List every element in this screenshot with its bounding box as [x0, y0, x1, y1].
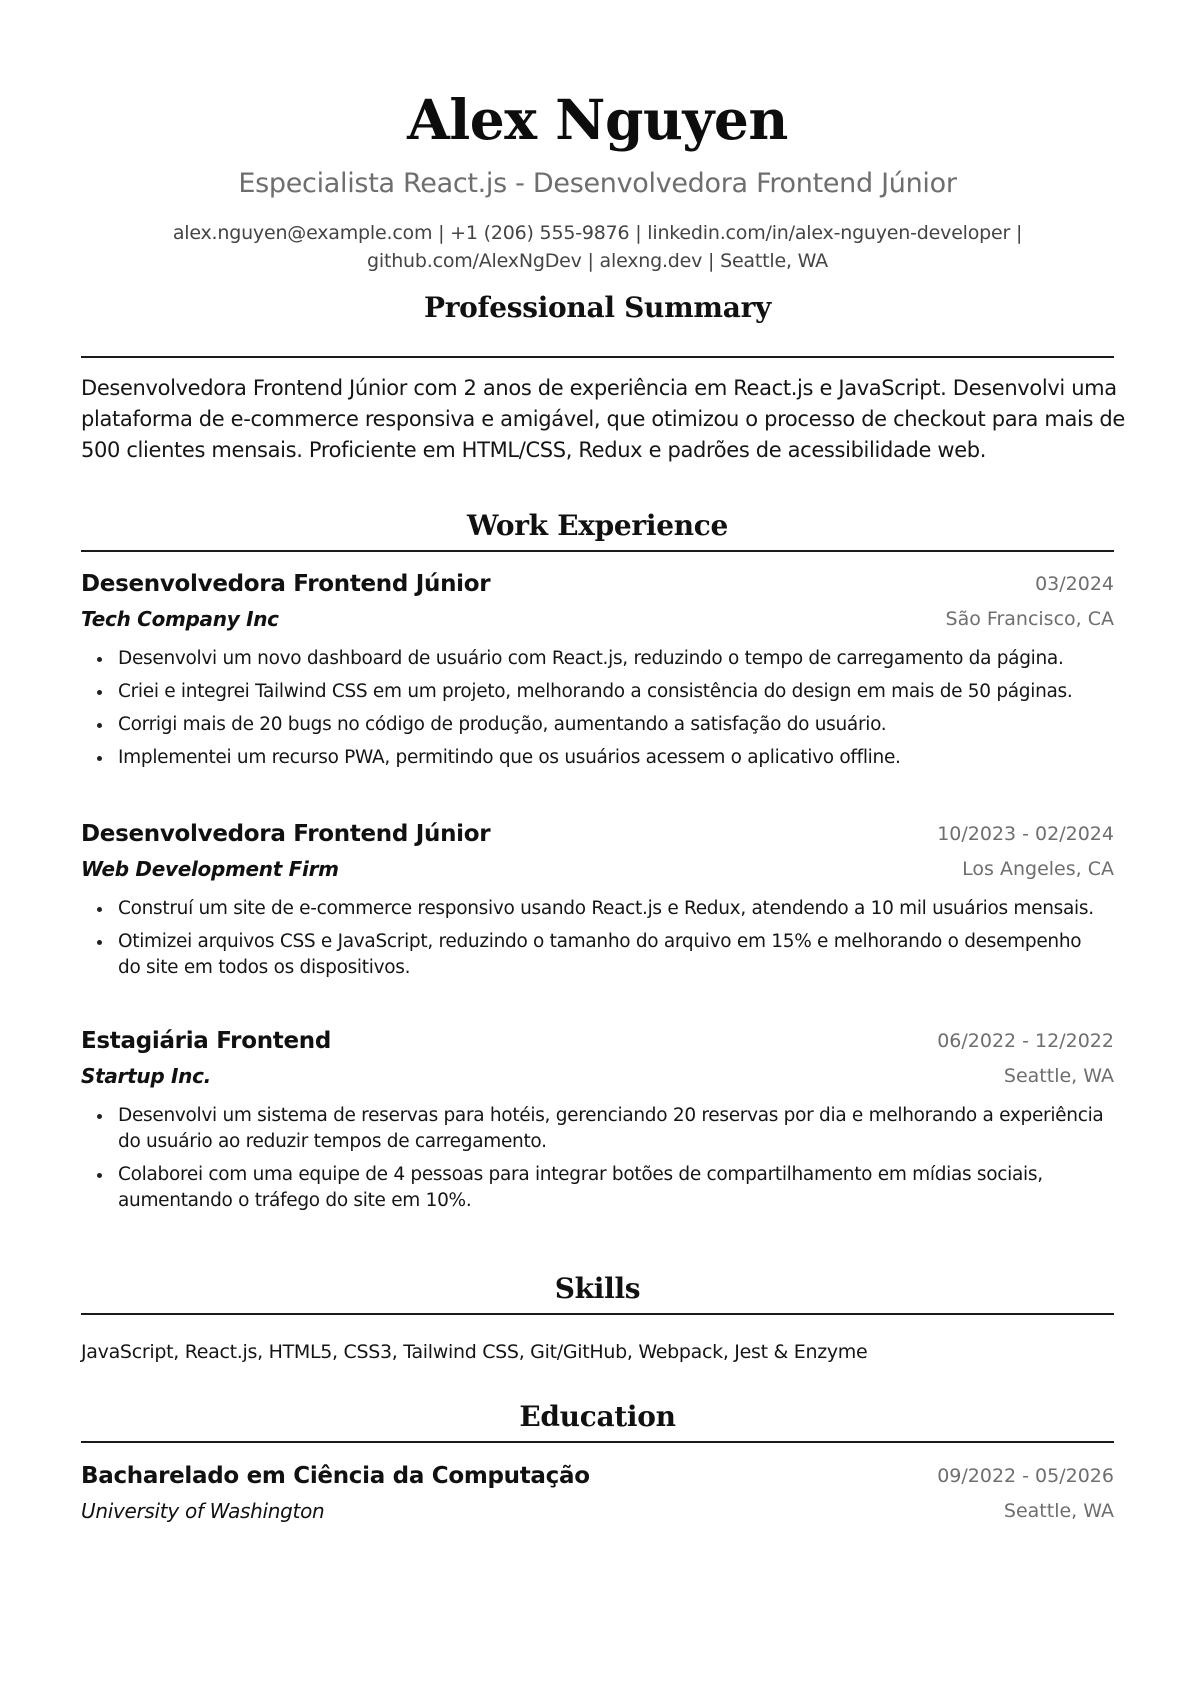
- bullet-line: Colaborei com uma equipe de 4 pessoas para integrar botões de compartilhamento em mídias sociais,: [118, 1164, 1043, 1185]
- summary-line: 500 clientes mensais. Proficiente em HTML/CSS, Redux e padrões de acessibilidade web.: [81, 438, 987, 462]
- job-company: Startup Inc.: [81, 1064, 211, 1088]
- school-name: University of Washington: [81, 1499, 325, 1523]
- section-divider: [81, 1441, 1114, 1443]
- job-bullet: [81, 646, 1114, 672]
- bullet-line: Corrigi mais de 20 bugs no código de produção, aumentando a satisfação do usuário.: [118, 714, 887, 735]
- job-bullet: [81, 1162, 1114, 1214]
- job-bullet: [81, 896, 1114, 922]
- education-location: Seattle, WA: [1003, 1500, 1114, 1522]
- bullet-line: Otimizei arquivos CSS e JavaScript, reduzindo o tamanho do arquivo em 15% e melhorando o desempenho: [118, 931, 1082, 952]
- job-bullets: [81, 646, 1114, 778]
- job-location: Seattle, WA: [1003, 1065, 1114, 1087]
- job-company: Tech Company Inc: [81, 607, 279, 631]
- bullet-line: do site em todos os dispositivos.: [118, 957, 411, 978]
- job-company: Web Development Firm: [81, 857, 339, 881]
- bullet-line: Desenvolvi um sistema de reservas para hotéis, gerenciando 20 reservas por dia e melhorando a experiência: [118, 1105, 1104, 1126]
- job-bullets: [81, 896, 1114, 988]
- job-title: Desenvolvedora Frontend Júnior: [81, 821, 491, 847]
- education-dates: 09/2022 - 05/2026: [937, 1465, 1114, 1487]
- bullet-line: Criei e integrei Tailwind CSS em um projeto, melhorando a consistência do design em mais de 50 páginas.: [118, 681, 1073, 702]
- bullet-line: Implementei um recurso PWA, permitindo que os usuários acessem o aplicativo offline.: [118, 747, 901, 768]
- section-title-skills: Skills: [554, 1272, 641, 1305]
- job-dates: 03/2024: [1035, 573, 1114, 595]
- summary-text: [81, 373, 1125, 466]
- bullet-line: Desenvolvi um novo dashboard de usuário com React.js, reduzindo o tempo de carregamento da página.: [118, 648, 1064, 669]
- candidate-name: Alex Nguyen: [407, 87, 788, 152]
- contact-line: alex.nguyen@example.com | +1 (206) 555-9876 | linkedin.com/in/alex-nguyen-developer |: [172, 222, 1023, 244]
- job-bullet: [81, 745, 1114, 771]
- bullet-line: do usuário ao reduzir tempos de carregamento.: [118, 1131, 547, 1152]
- section-title-experience: Work Experience: [466, 509, 729, 542]
- contact-info: [81, 219, 1114, 275]
- job-dates: 10/2023 - 02/2024: [937, 823, 1114, 845]
- candidate-headline: Especialista React.js - Desenvolvedora Frontend Júnior: [238, 168, 957, 199]
- job-dates: 06/2022 - 12/2022: [937, 1030, 1114, 1052]
- job-title: Estagiária Frontend: [81, 1028, 332, 1054]
- section-title-summary: Professional Summary: [423, 291, 772, 324]
- bullet-line: Construí um site de e-commerce responsivo usando React.js e Redux, atendendo a 10 mil usuários mensais.: [118, 898, 1094, 919]
- bullet-line: aumentando o tráfego do site em 10%.: [118, 1190, 472, 1211]
- section-divider: [81, 550, 1114, 552]
- contact-line: github.com/AlexNgDev | alexng.dev | Seattle, WA: [367, 250, 828, 272]
- job-bullet: [81, 1103, 1114, 1155]
- summary-line: Desenvolvedora Frontend Júnior com 2 anos de experiência em React.js e JavaScript. Desenvolvi uma: [81, 376, 1117, 400]
- section-divider: [81, 1313, 1114, 1315]
- job-bullet: [81, 679, 1114, 705]
- job-location: São Francisco, CA: [945, 608, 1114, 630]
- section-title-education: Education: [519, 1400, 676, 1433]
- section-divider: [81, 356, 1114, 358]
- degree-title: Bacharelado em Ciência da Computação: [81, 1463, 590, 1489]
- summary-line: plataforma de e-commerce responsiva e amigável, que otimizou o processo de checkout para mais de: [81, 407, 1125, 431]
- job-location: Los Angeles, CA: [962, 858, 1114, 880]
- job-bullet: [81, 712, 1114, 738]
- job-bullets: [81, 1103, 1114, 1221]
- job-title: Desenvolvedora Frontend Júnior: [81, 571, 491, 597]
- skills-list: JavaScript, React.js, HTML5, CSS3, Tailwind CSS, Git/GitHub, Webpack, Jest & Enzyme: [81, 1341, 868, 1363]
- job-bullet: [81, 929, 1114, 981]
